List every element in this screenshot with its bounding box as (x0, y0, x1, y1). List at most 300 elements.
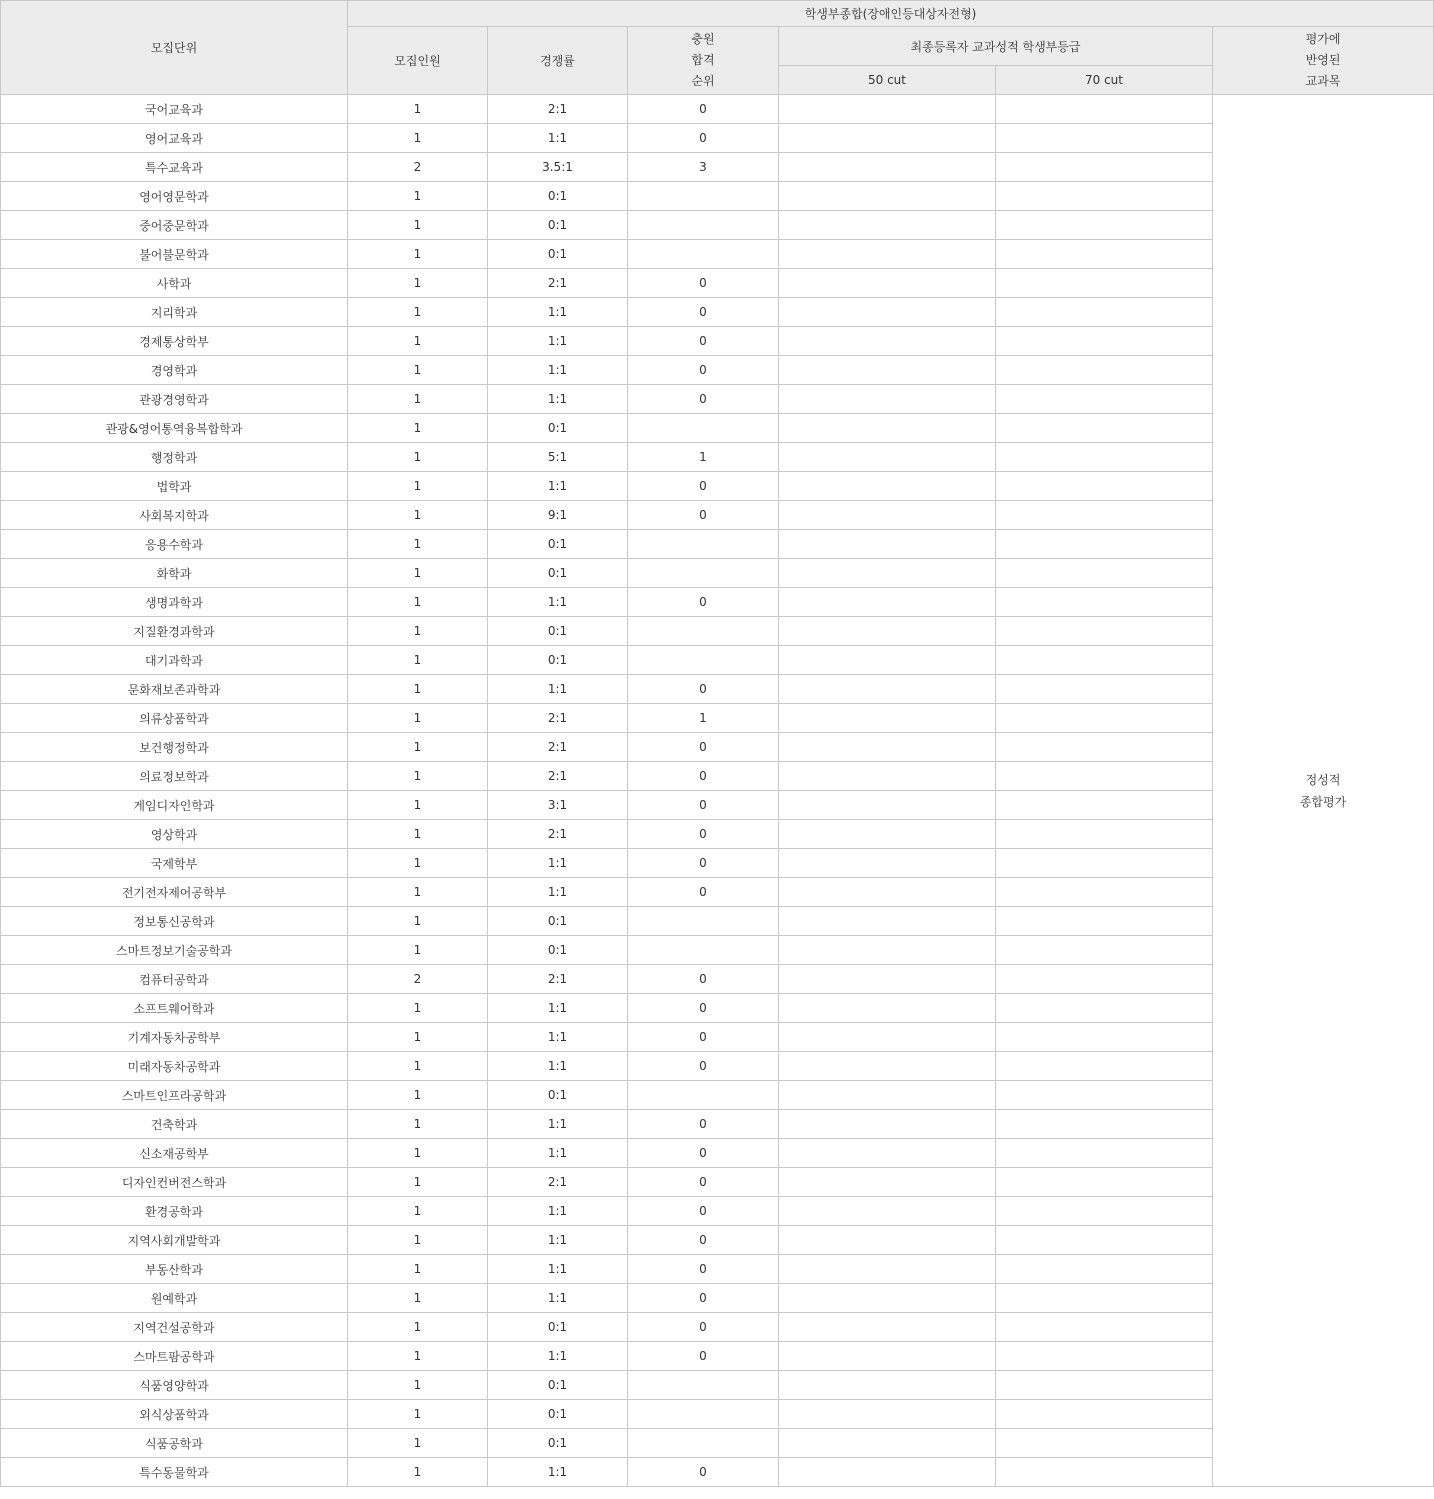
cell-cut-50 (779, 1081, 996, 1110)
cell-cut-70 (996, 269, 1213, 298)
cell-waitlist-rank: 0 (628, 298, 779, 327)
table-header (1, 1, 1434, 95)
cell-cut-50 (779, 1284, 996, 1313)
cell-unit: 기계자동차공학부 (1, 1023, 348, 1052)
cell-competition-ratio: 2:1 (488, 95, 628, 124)
cell-cut-50 (779, 414, 996, 443)
cell-recruit-count: 1 (348, 1197, 488, 1226)
cell-recruit-count: 1 (348, 1371, 488, 1400)
header-competition-ratio: 경쟁률 (488, 27, 628, 95)
cell-recruit-count: 1 (348, 878, 488, 907)
cell-unit: 국제학부 (1, 849, 348, 878)
cell-recruit-count: 1 (348, 907, 488, 936)
table-row (1, 95, 1434, 124)
cell-unit: 지질환경과학과 (1, 617, 348, 646)
cell-recruit-count: 1 (348, 501, 488, 530)
cell-cut-70 (996, 559, 1213, 588)
evaluation-line1: 정성적 (1305, 772, 1341, 787)
cell-cut-70 (996, 1313, 1213, 1342)
cell-waitlist-rank (628, 414, 779, 443)
cell-cut-70 (996, 994, 1213, 1023)
cell-competition-ratio: 1:1 (488, 472, 628, 501)
cell-cut-70 (996, 675, 1213, 704)
cell-waitlist-rank: 0 (628, 327, 779, 356)
cell-unit: 정보통신공학과 (1, 907, 348, 936)
cell-unit: 특수교육과 (1, 153, 348, 182)
cell-unit: 문화재보존과학과 (1, 675, 348, 704)
cell-recruit-count: 1 (348, 617, 488, 646)
cell-recruit-count: 1 (348, 675, 488, 704)
cell-cut-50 (779, 878, 996, 907)
cell-competition-ratio: 1:1 (488, 1458, 628, 1487)
cell-competition-ratio: 0:1 (488, 907, 628, 936)
cell-competition-ratio: 1:1 (488, 1197, 628, 1226)
cell-waitlist-rank: 0 (628, 849, 779, 878)
cell-waitlist-rank: 0 (628, 733, 779, 762)
cell-recruit-count: 1 (348, 211, 488, 240)
cell-recruit-count: 1 (348, 1458, 488, 1487)
cell-recruit-count: 1 (348, 1139, 488, 1168)
cell-unit: 건축학과 (1, 1110, 348, 1139)
cell-waitlist-rank: 0 (628, 501, 779, 530)
cell-competition-ratio: 0:1 (488, 646, 628, 675)
cell-waitlist-rank: 0 (628, 1284, 779, 1313)
cell-unit: 행정학과 (1, 443, 348, 472)
cell-cut-70 (996, 1429, 1213, 1458)
cell-competition-ratio: 9:1 (488, 501, 628, 530)
cell-competition-ratio: 1:1 (488, 849, 628, 878)
cell-cut-70 (996, 733, 1213, 762)
cell-cut-70 (996, 356, 1213, 385)
cell-waitlist-rank: 0 (628, 1052, 779, 1081)
cell-cut-70 (996, 936, 1213, 965)
cell-cut-70 (996, 327, 1213, 356)
header-cut-50: 50 cut (779, 66, 996, 95)
cell-cut-70 (996, 588, 1213, 617)
cell-competition-ratio: 2:1 (488, 704, 628, 733)
cell-unit: 영어영문학과 (1, 182, 348, 211)
cell-competition-ratio: 1:1 (488, 385, 628, 414)
cell-competition-ratio: 2:1 (488, 820, 628, 849)
cell-competition-ratio: 0:1 (488, 936, 628, 965)
cell-waitlist-rank: 3 (628, 153, 779, 182)
cell-waitlist-rank: 0 (628, 1226, 779, 1255)
cell-competition-ratio: 1:1 (488, 1226, 628, 1255)
cell-unit: 식품영양학과 (1, 1371, 348, 1400)
cell-recruit-count: 1 (348, 1400, 488, 1429)
cell-recruit-count: 1 (348, 240, 488, 269)
cell-unit: 대기과학과 (1, 646, 348, 675)
cell-unit: 경제통상학부 (1, 327, 348, 356)
header-waitlist-line1: 충원 (691, 32, 715, 46)
cell-recruit-count: 1 (348, 1255, 488, 1284)
cell-waitlist-rank (628, 1429, 779, 1458)
cell-waitlist-rank: 0 (628, 356, 779, 385)
cell-cut-50 (779, 1226, 996, 1255)
cell-recruit-count: 1 (348, 414, 488, 443)
cell-competition-ratio: 1:1 (488, 356, 628, 385)
cell-competition-ratio: 2:1 (488, 762, 628, 791)
cell-waitlist-rank (628, 211, 779, 240)
cell-competition-ratio: 0:1 (488, 559, 628, 588)
header-waitlist-line2: 합격 (691, 53, 715, 67)
header-final-grade: 최종등록자 교과성적 학생부등급 (779, 27, 1213, 66)
cell-cut-50 (779, 588, 996, 617)
cell-cut-70 (996, 1371, 1213, 1400)
cell-competition-ratio: 0:1 (488, 1400, 628, 1429)
cell-waitlist-rank: 0 (628, 1139, 779, 1168)
cell-recruit-count: 1 (348, 1342, 488, 1371)
cell-cut-50 (779, 1023, 996, 1052)
cell-recruit-count: 1 (348, 385, 488, 414)
cell-unit: 미래자동차공학과 (1, 1052, 348, 1081)
cell-cut-50 (779, 356, 996, 385)
cell-cut-70 (996, 646, 1213, 675)
cell-waitlist-rank: 0 (628, 95, 779, 124)
cell-cut-70 (996, 1023, 1213, 1052)
cell-cut-70 (996, 1226, 1213, 1255)
cell-competition-ratio: 1:1 (488, 1255, 628, 1284)
cell-cut-70 (996, 1168, 1213, 1197)
cell-cut-70 (996, 1400, 1213, 1429)
cell-competition-ratio: 1:1 (488, 588, 628, 617)
cell-recruit-count: 1 (348, 1284, 488, 1313)
cell-competition-ratio: 0:1 (488, 1081, 628, 1110)
cell-waitlist-rank: 0 (628, 1197, 779, 1226)
header-waitlist-line3: 순위 (691, 74, 715, 88)
cell-waitlist-rank (628, 907, 779, 936)
cell-unit: 지역건설공학과 (1, 1313, 348, 1342)
cell-recruit-count: 1 (348, 1429, 488, 1458)
cell-cut-50 (779, 530, 996, 559)
cell-waitlist-rank: 0 (628, 762, 779, 791)
cell-competition-ratio: 1:1 (488, 124, 628, 153)
cell-cut-50 (779, 472, 996, 501)
cell-recruit-count: 1 (348, 472, 488, 501)
cell-recruit-count: 1 (348, 124, 488, 153)
cell-unit: 식품공학과 (1, 1429, 348, 1458)
cell-unit: 사회복지학과 (1, 501, 348, 530)
cell-competition-ratio: 2:1 (488, 733, 628, 762)
cell-cut-50 (779, 646, 996, 675)
cell-recruit-count: 1 (348, 820, 488, 849)
cell-cut-70 (996, 414, 1213, 443)
cell-recruit-count: 1 (348, 1313, 488, 1342)
cell-recruit-count: 1 (348, 1023, 488, 1052)
cell-competition-ratio: 1:1 (488, 878, 628, 907)
cell-waitlist-rank (628, 559, 779, 588)
cell-competition-ratio: 3:1 (488, 791, 628, 820)
cell-competition-ratio: 0:1 (488, 1429, 628, 1458)
cell-evaluation-subjects (1213, 95, 1434, 1487)
cell-cut-70 (996, 1052, 1213, 1081)
cell-cut-50 (779, 1139, 996, 1168)
cell-cut-50 (779, 385, 996, 414)
cell-recruit-count: 1 (348, 327, 488, 356)
cell-waitlist-rank: 0 (628, 878, 779, 907)
cell-cut-70 (996, 907, 1213, 936)
cell-competition-ratio: 5:1 (488, 443, 628, 472)
cell-cut-70 (996, 820, 1213, 849)
cell-unit: 스마트정보기술공학과 (1, 936, 348, 965)
cell-recruit-count: 1 (348, 704, 488, 733)
cell-unit: 부동산학과 (1, 1255, 348, 1284)
cell-waitlist-rank (628, 646, 779, 675)
cell-unit: 화학과 (1, 559, 348, 588)
cell-cut-50 (779, 733, 996, 762)
cell-cut-70 (996, 1255, 1213, 1284)
cell-waitlist-rank: 0 (628, 472, 779, 501)
cell-waitlist-rank: 0 (628, 994, 779, 1023)
cell-cut-50 (779, 762, 996, 791)
cell-cut-70 (996, 617, 1213, 646)
cell-waitlist-rank: 1 (628, 704, 779, 733)
cell-cut-70 (996, 501, 1213, 530)
cell-cut-50 (779, 211, 996, 240)
cell-cut-70 (996, 95, 1213, 124)
cell-competition-ratio: 1:1 (488, 994, 628, 1023)
cell-competition-ratio: 0:1 (488, 1313, 628, 1342)
cell-unit: 환경공학과 (1, 1197, 348, 1226)
cell-cut-50 (779, 1197, 996, 1226)
cell-cut-70 (996, 1110, 1213, 1139)
cell-unit: 지리학과 (1, 298, 348, 327)
cell-cut-50 (779, 1342, 996, 1371)
table-body (1, 95, 1434, 1487)
cell-waitlist-rank (628, 1371, 779, 1400)
cell-recruit-count: 1 (348, 298, 488, 327)
cell-cut-50 (779, 1110, 996, 1139)
cell-cut-70 (996, 298, 1213, 327)
cell-unit: 전기전자제어공학부 (1, 878, 348, 907)
cell-competition-ratio: 1:1 (488, 1139, 628, 1168)
cell-waitlist-rank: 1 (628, 443, 779, 472)
cell-recruit-count: 1 (348, 762, 488, 791)
cell-unit: 의료정보학과 (1, 762, 348, 791)
cell-unit: 중어중문학과 (1, 211, 348, 240)
cell-competition-ratio: 1:1 (488, 1023, 628, 1052)
cell-cut-70 (996, 704, 1213, 733)
cell-recruit-count: 1 (348, 646, 488, 675)
cell-cut-50 (779, 95, 996, 124)
cell-competition-ratio: 1:1 (488, 675, 628, 704)
cell-unit: 보건행정학과 (1, 733, 348, 762)
cell-cut-70 (996, 1342, 1213, 1371)
cell-unit: 영어교육과 (1, 124, 348, 153)
cell-cut-70 (996, 762, 1213, 791)
cell-competition-ratio: 1:1 (488, 1110, 628, 1139)
cell-waitlist-rank: 0 (628, 1023, 779, 1052)
cell-recruit-count: 1 (348, 849, 488, 878)
cell-waitlist-rank: 0 (628, 1110, 779, 1139)
cell-cut-70 (996, 182, 1213, 211)
cell-unit: 의류상품학과 (1, 704, 348, 733)
cell-cut-70 (996, 385, 1213, 414)
cell-recruit-count: 1 (348, 269, 488, 298)
cell-unit: 컴퓨터공학과 (1, 965, 348, 994)
cell-cut-70 (996, 153, 1213, 182)
cell-cut-70 (996, 472, 1213, 501)
cell-waitlist-rank: 0 (628, 588, 779, 617)
cell-unit: 경영학과 (1, 356, 348, 385)
cell-recruit-count: 1 (348, 95, 488, 124)
cell-cut-50 (779, 1429, 996, 1458)
cell-competition-ratio: 0:1 (488, 530, 628, 559)
cell-waitlist-rank (628, 1400, 779, 1429)
cell-cut-50 (779, 791, 996, 820)
cell-waitlist-rank: 0 (628, 124, 779, 153)
cell-waitlist-rank: 0 (628, 1342, 779, 1371)
cell-recruit-count: 2 (348, 153, 488, 182)
cell-competition-ratio: 2:1 (488, 1168, 628, 1197)
cell-competition-ratio: 2:1 (488, 965, 628, 994)
cell-cut-70 (996, 1284, 1213, 1313)
cell-waitlist-rank: 0 (628, 1313, 779, 1342)
cell-waitlist-rank (628, 182, 779, 211)
cell-competition-ratio: 0:1 (488, 240, 628, 269)
cell-cut-50 (779, 1052, 996, 1081)
cell-cut-50 (779, 1255, 996, 1284)
cell-unit: 외식상품학과 (1, 1400, 348, 1429)
cell-cut-50 (779, 617, 996, 646)
cell-recruit-count: 1 (348, 182, 488, 211)
cell-cut-50 (779, 820, 996, 849)
cell-cut-50 (779, 849, 996, 878)
cell-waitlist-rank: 0 (628, 269, 779, 298)
cell-unit: 관광&영어통역융복합학과 (1, 414, 348, 443)
cell-waitlist-rank (628, 240, 779, 269)
cell-waitlist-rank: 0 (628, 965, 779, 994)
header-subjects-line2: 반영된 (1305, 53, 1341, 67)
cell-waitlist-rank: 0 (628, 675, 779, 704)
header-subjects (1213, 27, 1434, 95)
cell-cut-50 (779, 936, 996, 965)
cell-waitlist-rank: 0 (628, 1458, 779, 1487)
cell-competition-ratio: 3.5:1 (488, 153, 628, 182)
cell-waitlist-rank: 0 (628, 1168, 779, 1197)
cell-competition-ratio: 1:1 (488, 1052, 628, 1081)
cell-waitlist-rank: 0 (628, 791, 779, 820)
cell-waitlist-rank (628, 617, 779, 646)
cell-recruit-count: 1 (348, 559, 488, 588)
cell-unit: 국어교육과 (1, 95, 348, 124)
cell-recruit-count: 1 (348, 994, 488, 1023)
cell-unit: 불어불문학과 (1, 240, 348, 269)
cell-competition-ratio: 0:1 (488, 617, 628, 646)
cell-waitlist-rank: 0 (628, 385, 779, 414)
cell-unit: 응용수학과 (1, 530, 348, 559)
cell-unit: 관광경영학과 (1, 385, 348, 414)
cell-cut-50 (779, 1371, 996, 1400)
cell-unit: 소프트웨어학과 (1, 994, 348, 1023)
header-cut-70: 70 cut (996, 66, 1213, 95)
cell-recruit-count: 1 (348, 1110, 488, 1139)
cell-cut-70 (996, 1197, 1213, 1226)
cell-unit: 게임디자인학과 (1, 791, 348, 820)
cell-cut-50 (779, 1400, 996, 1429)
cell-recruit-count: 1 (348, 356, 488, 385)
cell-unit: 사학과 (1, 269, 348, 298)
cell-recruit-count: 1 (348, 530, 488, 559)
cell-unit: 스마트인프라공학과 (1, 1081, 348, 1110)
cell-cut-50 (779, 704, 996, 733)
cell-cut-70 (996, 878, 1213, 907)
cell-unit: 생명과학과 (1, 588, 348, 617)
cell-cut-50 (779, 501, 996, 530)
cell-competition-ratio: 0:1 (488, 211, 628, 240)
cell-competition-ratio: 0:1 (488, 182, 628, 211)
header-recruit-count: 모집인원 (348, 27, 488, 95)
cell-recruit-count: 1 (348, 791, 488, 820)
cell-unit: 신소재공학부 (1, 1139, 348, 1168)
cell-cut-70 (996, 443, 1213, 472)
cell-cut-50 (779, 443, 996, 472)
cell-cut-50 (779, 675, 996, 704)
cell-waitlist-rank: 0 (628, 820, 779, 849)
cell-unit: 법학과 (1, 472, 348, 501)
cell-unit: 특수동물학과 (1, 1458, 348, 1487)
cell-cut-50 (779, 269, 996, 298)
cell-unit: 영상학과 (1, 820, 348, 849)
cell-cut-50 (779, 1168, 996, 1197)
cell-competition-ratio: 0:1 (488, 1371, 628, 1400)
cell-recruit-count: 1 (348, 733, 488, 762)
header-subjects-line1: 평가에 (1305, 32, 1341, 46)
cell-unit: 원예학과 (1, 1284, 348, 1313)
cell-cut-50 (779, 994, 996, 1023)
cell-competition-ratio: 1:1 (488, 1284, 628, 1313)
cell-competition-ratio: 2:1 (488, 269, 628, 298)
header-waitlist-rank (628, 27, 779, 95)
cell-cut-50 (779, 240, 996, 269)
evaluation-line2: 종합평가 (1299, 794, 1347, 809)
cell-cut-70 (996, 1458, 1213, 1487)
cell-recruit-count: 1 (348, 443, 488, 472)
cell-cut-50 (779, 153, 996, 182)
cell-cut-70 (996, 124, 1213, 153)
cell-waitlist-rank: 0 (628, 1255, 779, 1284)
cell-competition-ratio: 1:1 (488, 327, 628, 356)
cell-cut-70 (996, 1081, 1213, 1110)
cell-cut-70 (996, 791, 1213, 820)
cell-cut-50 (779, 965, 996, 994)
cell-cut-70 (996, 211, 1213, 240)
cell-recruit-count: 2 (348, 965, 488, 994)
cell-recruit-count: 1 (348, 1226, 488, 1255)
cell-cut-50 (779, 559, 996, 588)
cell-unit: 스마트팜공학과 (1, 1342, 348, 1371)
cell-competition-ratio: 1:1 (488, 298, 628, 327)
cell-unit: 디자인컨버전스학과 (1, 1168, 348, 1197)
cell-cut-50 (779, 1458, 996, 1487)
cell-recruit-count: 1 (348, 588, 488, 617)
cell-cut-50 (779, 124, 996, 153)
cell-recruit-count: 1 (348, 1081, 488, 1110)
header-admission-type: 학생부종합(장애인등대상자전형) (348, 1, 1434, 27)
cell-cut-70 (996, 530, 1213, 559)
header-subjects-line3: 교과목 (1305, 74, 1341, 88)
cell-cut-70 (996, 240, 1213, 269)
header-unit: 모집단위 (1, 1, 348, 95)
cell-cut-50 (779, 1313, 996, 1342)
cell-recruit-count: 1 (348, 1168, 488, 1197)
cell-competition-ratio: 0:1 (488, 414, 628, 443)
cell-cut-50 (779, 182, 996, 211)
cell-waitlist-rank (628, 936, 779, 965)
cell-waitlist-rank (628, 530, 779, 559)
cell-competition-ratio: 1:1 (488, 1342, 628, 1371)
cell-cut-70 (996, 849, 1213, 878)
